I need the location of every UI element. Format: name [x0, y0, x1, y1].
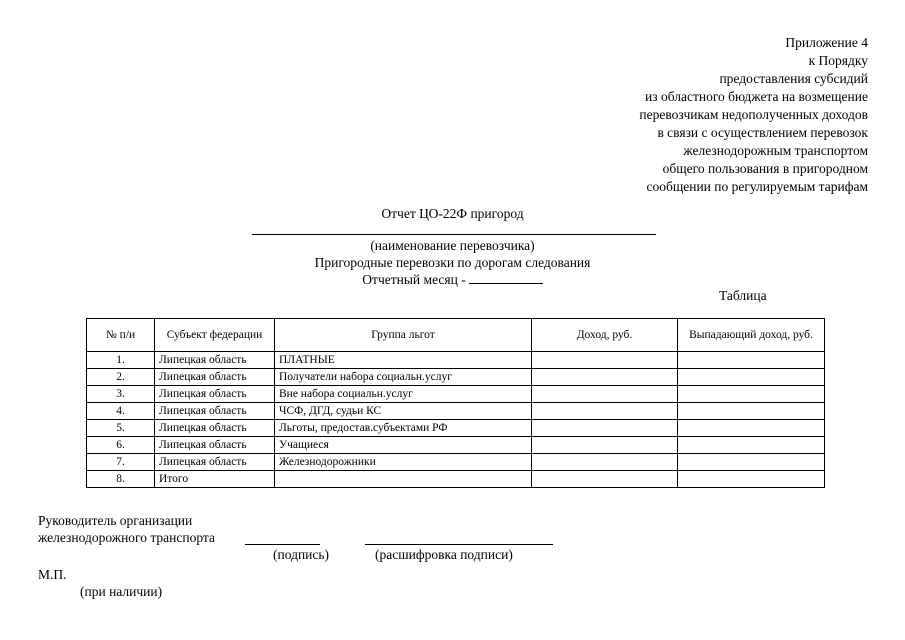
month-blank-line [469, 271, 543, 284]
stamp-note: (при наличии) [80, 584, 163, 599]
carrier-caption: (наименование перевозчика) [370, 238, 535, 253]
row-subject: Липецкая область [155, 437, 275, 454]
carrier-name-line [252, 234, 656, 235]
stamp-label: М.П. [38, 567, 67, 582]
table-row [87, 352, 825, 369]
signer-title-line2: железнодорожного транспорта [38, 530, 215, 545]
row-lost-income [678, 386, 825, 403]
row-num: 1. [87, 352, 155, 369]
row-income [532, 369, 678, 386]
appendix-line: железнодорожным транспортом [683, 143, 868, 158]
row-subject: Липецкая область [155, 454, 275, 471]
row-group [275, 471, 532, 488]
row-num: 7. [87, 454, 155, 471]
header-num: № п/и [87, 319, 155, 352]
reporting-month [0, 271, 905, 288]
header-lost-income: Выпадающий доход, руб. [678, 319, 825, 352]
row-income [532, 454, 678, 471]
row-group: Вне набора социальн.услуг [275, 386, 532, 403]
row-subject: Липецкая область [155, 420, 275, 437]
appendix-line: к Порядку [808, 53, 868, 68]
appendix-line: из областного бюджета на возмещение [645, 89, 868, 104]
row-group: Льготы, предостав.субъектами РФ [275, 420, 532, 437]
row-lost-income [678, 437, 825, 454]
table-row [87, 454, 825, 471]
table-row [87, 403, 825, 420]
table-row [87, 369, 825, 386]
table-header-row [87, 319, 825, 352]
row-subject: Липецкая область [155, 352, 275, 369]
table-row [87, 386, 825, 403]
appendix-line: предоставления субсидий [719, 71, 868, 86]
appendix-line: в связи с осуществлением перевозок [657, 125, 868, 140]
table-row [87, 420, 825, 437]
signer-title-line1: Руководитель организации [38, 513, 193, 528]
table-row-total [87, 471, 825, 488]
row-group: ПЛАТНЫЕ [275, 352, 532, 369]
report-table [86, 318, 825, 488]
row-num: 5. [87, 420, 155, 437]
signature-line [245, 544, 320, 545]
row-num: 6. [87, 437, 155, 454]
row-subject: Липецкая область [155, 386, 275, 403]
month-label: Отчетный месяц - [362, 272, 466, 287]
appendix-line: перевозчикам недополученных доходов [639, 107, 868, 122]
row-num: 8. [87, 471, 155, 488]
signature-decoding-line [365, 544, 553, 545]
report-title: Отчет ЦО-22Ф пригород [381, 206, 524, 221]
row-income [532, 437, 678, 454]
row-lost-income [678, 352, 825, 369]
row-lost-income [678, 454, 825, 471]
row-group: Учащиеся [275, 437, 532, 454]
row-income [532, 471, 678, 488]
row-lost-income [678, 369, 825, 386]
row-income [532, 420, 678, 437]
row-subject: Липецкая область [155, 369, 275, 386]
appendix-line: общего пользования в пригородном [662, 161, 868, 176]
row-lost-income [678, 403, 825, 420]
row-group: ЧСФ, ДГД, судьи КС [275, 403, 532, 420]
signature-caption: (подпись) [273, 547, 330, 562]
appendix-line: сообщении по регулируемым тарифам [646, 179, 868, 194]
header-income: Доход, руб. [532, 319, 678, 352]
row-income [532, 386, 678, 403]
row-num: 3. [87, 386, 155, 403]
row-income [532, 352, 678, 369]
row-lost-income [678, 471, 825, 488]
row-group: Получатели набора социальн.услуг [275, 369, 532, 386]
appendix-header [508, 34, 868, 196]
table-row [87, 437, 825, 454]
row-group: Железнодорожники [275, 454, 532, 471]
header-group: Группа льгот [275, 319, 532, 352]
row-subject: Итого [155, 471, 275, 488]
row-num: 4. [87, 403, 155, 420]
row-income [532, 403, 678, 420]
report-subtitle: Пригородные перевозки по дорогам следования [314, 255, 591, 270]
row-num: 2. [87, 369, 155, 386]
decoding-caption: (расшифровка подписи) [375, 547, 513, 562]
table-label: Таблица [719, 288, 767, 303]
row-subject: Липецкая область [155, 403, 275, 420]
row-lost-income [678, 420, 825, 437]
appendix-line: Приложение 4 [785, 35, 868, 50]
header-subject: Субъект федерации [155, 319, 275, 352]
